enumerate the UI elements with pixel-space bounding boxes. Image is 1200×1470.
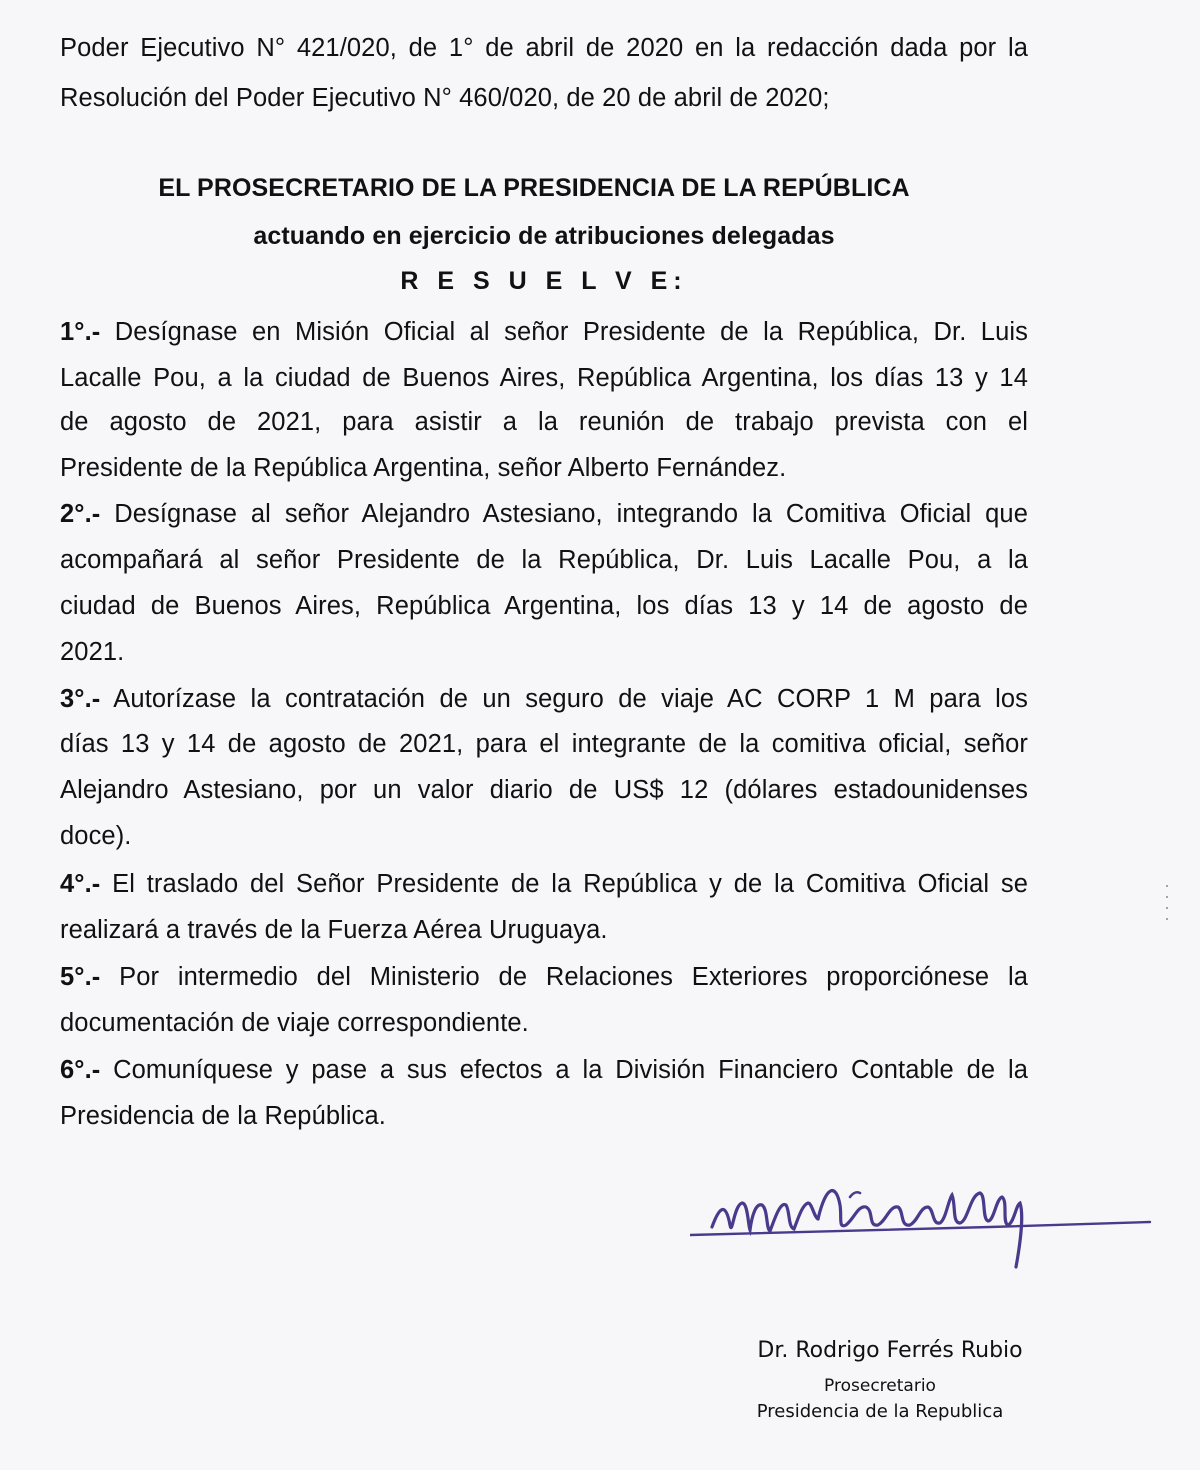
article-1-line-2: Lacalle Pou, a la ciudad de Buenos Aires, República Argentina, los días 13 y 14 [60, 364, 1028, 392]
capacity-heading: actuando en ejercicio de atribuciones delegadas [253, 222, 835, 250]
article-2-line-4: 2021. [60, 638, 125, 666]
article-5-line-1: 5°.- Por intermedio del Ministerio de Relaciones Exteriores proporciónese la [60, 963, 1028, 991]
signatory-role: Prosecretario [824, 1376, 936, 1396]
article-3-line-2: días 13 y 14 de agosto de 2021, para el integrante de la comitiva oficial, señor [60, 730, 1028, 758]
article-5-line-2: documentación de viaje correspondiente. [60, 1009, 529, 1037]
article-4-line-2: realizará a través de la Fuerza Aérea Uruguaya. [60, 916, 608, 944]
article-1-line-1: 1°.- Desígnase en Misión Oficial al señor Presidente de la República, Dr. Luis [60, 318, 1028, 346]
article-4-line-1: 4°.- El traslado del Señor Presidente de la República y de la Comitiva Oficial se [60, 870, 1028, 898]
preamble-line-2: Resolución del Poder Ejecutivo N° 460/020, de 20 de abril de 2020; [60, 84, 830, 112]
article-2-line-3: ciudad de Buenos Aires, República Argentina, los días 13 y 14 de agosto de [60, 592, 1028, 620]
article-5-number: 5°.- [60, 963, 101, 991]
article-3-line-3: Alejandro Astesiano, por un valor diario de US$ 12 (dólares estadounidenses [60, 776, 1028, 804]
article-1-line-4: Presidente de la República Argentina, señor Alberto Fernández. [60, 454, 787, 482]
preamble-line-1: Poder Ejecutivo N° 421/020, de 1° de abril de 2020 en la redacción dada por la [60, 34, 1028, 62]
article-4-number: 4°.- [60, 870, 101, 898]
article-1-number: 1°.- [60, 318, 101, 346]
resolves-heading: R E S U E L V E: [400, 267, 688, 295]
signatory-office: Presidencia de la Republica [756, 1401, 1004, 1422]
article-6-number: 6°.- [60, 1056, 101, 1084]
signatory-name: Dr. Rodrigo Ferrés Rubio [757, 1338, 1023, 1363]
article-3-line-1: 3°.- Autorízase la contratación de un seguro de viaje AC CORP 1 M para los [60, 685, 1028, 713]
article-6-line-2: Presidencia de la República. [60, 1102, 386, 1130]
article-1-line-3: de agosto de 2021, para asistir a la reunión de trabajo prevista con el [60, 408, 1028, 436]
handwritten-signature [690, 1175, 1160, 1285]
article-2-line-1: 2°.- Desígnase al señor Alejandro Astesiano, integrando la Comitiva Oficial que [60, 500, 1028, 528]
article-2-line-2: acompañará al señor Presidente de la República, Dr. Luis Lacalle Pou, a la [60, 546, 1028, 574]
article-2-number: 2°.- [60, 500, 101, 528]
authority-heading: EL PROSECRETARIO DE LA PRESIDENCIA DE LA REPÚBLICA [158, 174, 910, 202]
article-3-line-4: doce). [60, 822, 132, 850]
margin-dots [1166, 885, 1170, 929]
article-6-line-1: 6°.- Comuníquese y pase a sus efectos a la División Financiero Contable de la [60, 1056, 1028, 1084]
article-3-number: 3°.- [60, 685, 101, 713]
